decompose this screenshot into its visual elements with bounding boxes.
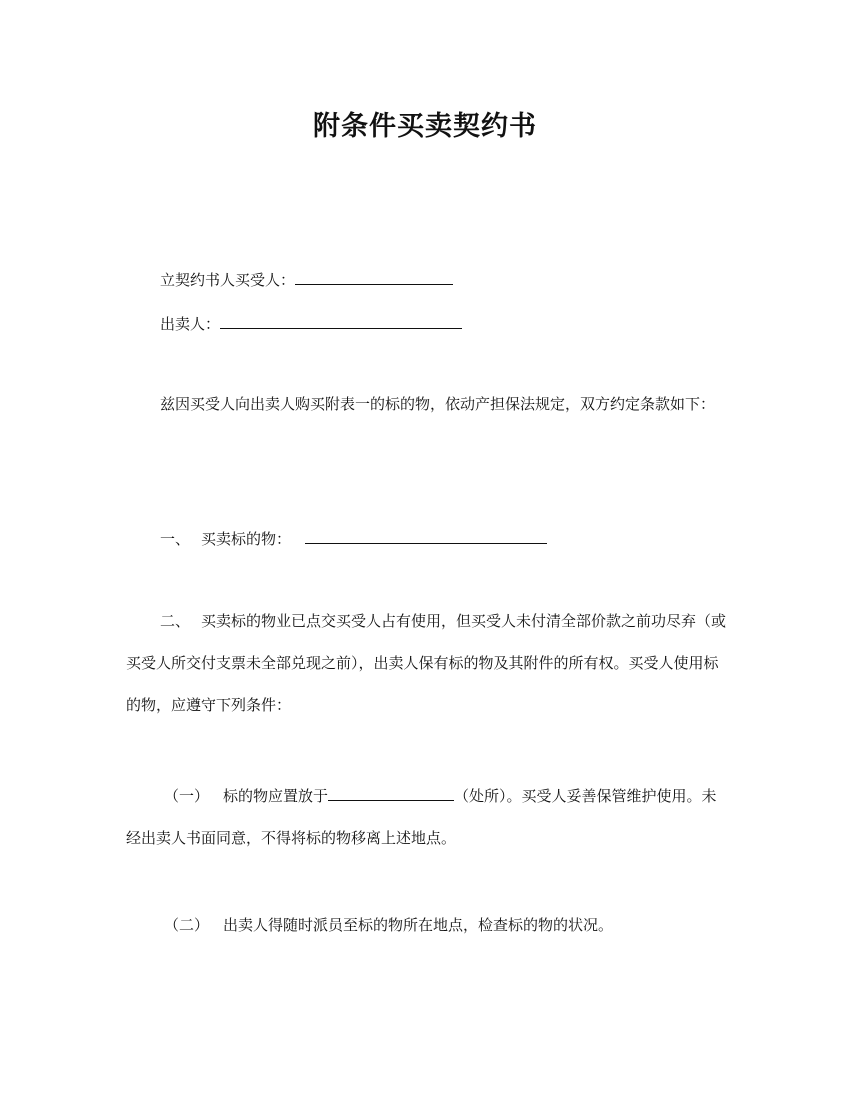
- sub-1-text-after: （处所）。买受人妥善保管维护使用。未经出卖人书面同意，不得将标的物移离上述地点。: [126, 787, 717, 847]
- seller-line: [160, 312, 462, 334]
- buyer-line: [160, 268, 453, 290]
- clause-1-line: [160, 527, 547, 549]
- preamble-paragraph: 兹因买受人向出卖人购买附表一的标的物，依动产担保法规定，双方约定条款如下：: [160, 395, 716, 413]
- sub-1-paragraph: [126, 775, 730, 859]
- sub-2-text: 出卖人得随时派员至标的物所在地点，检查标的物的状况。: [223, 916, 614, 934]
- seller-label: 出卖人：: [160, 315, 221, 333]
- clause-1-number: 一、: [160, 530, 191, 548]
- clause-1-text: 买卖标的物：: [201, 530, 292, 548]
- clause-2-paragraph: [126, 600, 730, 726]
- sub-2-line: [164, 915, 613, 935]
- seller-blank[interactable]: [220, 312, 462, 329]
- sub-1-location-blank[interactable]: [328, 784, 454, 801]
- clause-2-number: 二、: [160, 612, 191, 630]
- sub-1-text-before: 标的物应置放于: [223, 787, 329, 805]
- clause-2-text: 买卖标的物业已点交买受人占有使用，但买受人未付清全部价款之前功尽弃（或买受人所交付支票未全部兑现之前），出卖人保有标的物及其附件的所有权。买受人使用标的物，应遵守下列条件：: [126, 612, 727, 714]
- document-title: 附条件买卖契约书: [313, 111, 537, 142]
- buyer-blank[interactable]: [295, 268, 453, 285]
- sub-1-number: （一）: [164, 787, 210, 805]
- buyer-label: 立契约书人买受人：: [160, 271, 296, 289]
- sub-2-number: （二）: [164, 916, 210, 934]
- clause-1-blank[interactable]: [305, 527, 547, 544]
